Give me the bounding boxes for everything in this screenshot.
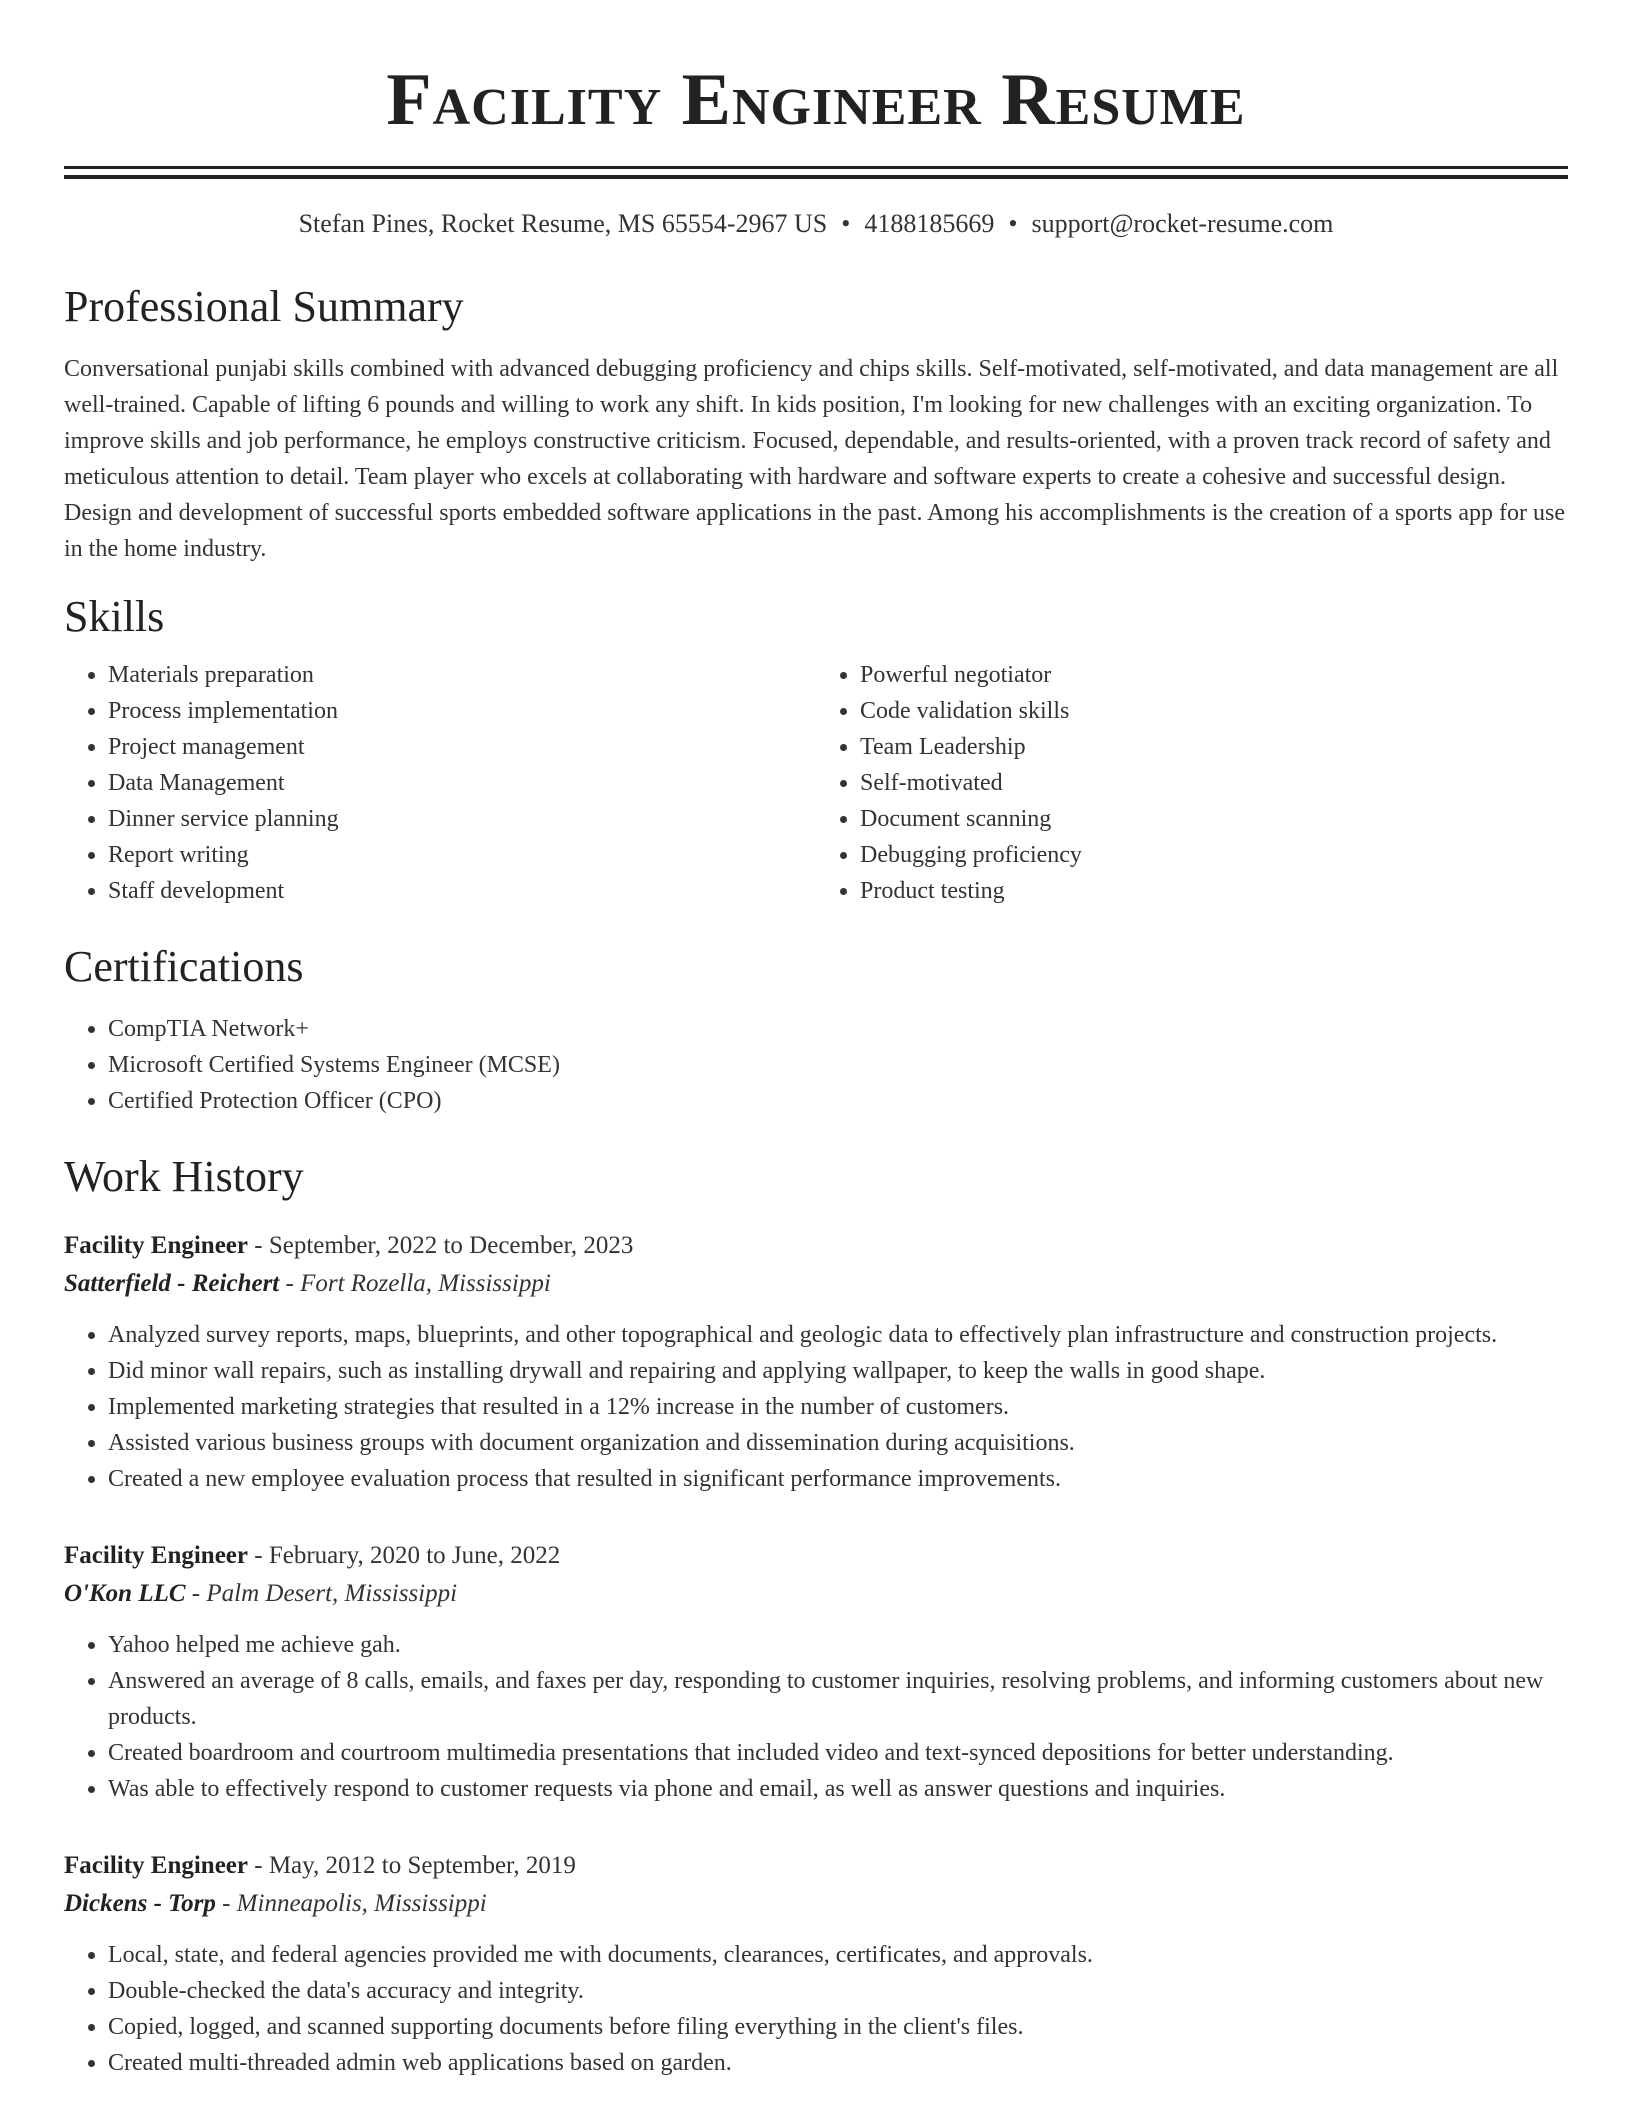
job-bullet: • Did minor wall repairs, such as installing drywall and repairing and applying wallpaper, to keep the walls in good shape.: [108, 1353, 1568, 1389]
contact-phone: 4188185669: [864, 209, 995, 238]
job-location: - Fort Rozella, Mississippi: [279, 1270, 551, 1297]
job-location: - Minneapolis, Mississippi: [215, 1890, 487, 1917]
skills-heading: Skills: [64, 592, 165, 641]
job-role: Facility Engineer: [64, 1542, 248, 1569]
job-role: Facility Engineer: [64, 1232, 248, 1259]
job-bullet: • Yahoo helped me achieve gah.: [108, 1627, 1568, 1663]
job-bullets: [64, 1317, 1568, 1497]
job-company: O'Kon LLC: [64, 1580, 186, 1607]
skill-item: • Staff development: [108, 873, 816, 909]
contact-line: [64, 207, 1568, 241]
job-bullet: • Was able to effectively respond to customer requests via phone and email, as well as answer questions and inquiries.: [108, 1771, 1568, 1807]
certification-item: • CompTIA Network+: [108, 1011, 1568, 1047]
job-bullet: • Created boardroom and courtroom multimedia presentations that included video and text-synced depositions for better understanding.: [108, 1735, 1568, 1771]
job-company: Satterfield - Reichert: [64, 1270, 280, 1297]
skills-list-left: [64, 657, 816, 909]
page-title: Facility Engineer Resume: [386, 59, 1246, 141]
job-role: Facility Engineer: [64, 1852, 248, 1879]
job-company-line: [64, 1885, 1568, 1923]
skill-item: • Dinner service planning: [108, 801, 816, 837]
skill-item: • Product testing: [860, 873, 1568, 909]
job-dates: - September, 2022 to December, 2023: [248, 1232, 634, 1259]
skill-item: • Code validation skills: [860, 693, 1568, 729]
skill-item: • Document scanning: [860, 801, 1568, 837]
skills-columns: [64, 657, 1568, 909]
contact-address: Stefan Pines, Rocket Resume, MS 65554-2967 US: [298, 209, 828, 238]
job-bullet: • Answered an average of 8 calls, emails, and faxes per day, responding to customer inquiries, resolving problems, and informing customers about new products.: [108, 1663, 1568, 1735]
skill-item: • Materials preparation: [108, 657, 816, 693]
work-history-heading: Work History: [64, 1152, 304, 1201]
job-bullet: • Assisted various business groups with document organization and dissemination during acquisitions.: [108, 1425, 1568, 1461]
job-title-line: [64, 1537, 1568, 1575]
job-location: - Palm Desert, Mississippi: [185, 1580, 458, 1607]
job-bullet: • Created multi-threaded admin web applications based on garden.: [108, 2045, 1568, 2081]
skill-item: • Team Leadership: [860, 729, 1568, 765]
skill-item: • Debugging proficiency: [860, 837, 1568, 873]
title-divider: [64, 166, 1568, 179]
job-company: Dickens - Torp: [64, 1890, 216, 1917]
job-company-line: [64, 1265, 1568, 1303]
job-entry: [64, 1537, 1568, 1807]
job-bullet: • Double-checked the data's accuracy and integrity.: [108, 1973, 1568, 2009]
summary-text: Conversational punjabi skills combined with advanced debugging proficiency and chips skills. Self-motivated, self-motivated, and data management are all well-trained. Capable of lifting 6 pounds and willing to work any shift. In kids position, I'm looking for new challenges with an exciting organization. To improve skills and job performance, he employs constructive criticism. Focused, dependable, and results-oriented, with a proven track record of safety and meticulous attention to detail. Team player who excels at collaborating with hardware and software experts to create a cohesive and successful design. Design and development of successful sports embedded software applications in the past. Among his accomplishments is the creation of a sports app for use in the home industry.: [64, 356, 1565, 562]
skill-item: • Self-motivated: [860, 765, 1568, 801]
job-dates: - February, 2020 to June, 2022: [248, 1542, 561, 1569]
skills-list-right: [816, 657, 1568, 909]
certifications-heading: Certifications: [64, 942, 304, 991]
skill-item: • Project management: [108, 729, 816, 765]
job-bullet: • Copied, logged, and scanned supporting documents before filing everything in the client's files.: [108, 2009, 1568, 2045]
summary-heading: Professional Summary: [64, 282, 464, 331]
contact-separator: •: [841, 209, 851, 238]
skill-item: • Report writing: [108, 837, 816, 873]
job-bullet: • Analyzed survey reports, maps, blueprints, and other topographical and geologic data to effectively plan infrastructure and construction projects.: [108, 1317, 1568, 1353]
contact-email: support@rocket-resume.com: [1031, 209, 1334, 238]
contact-separator: •: [1008, 209, 1018, 238]
job-entry: [64, 1847, 1568, 2081]
skills-section: [64, 591, 1568, 909]
job-company-line: [64, 1575, 1568, 1613]
skill-item: • Data Management: [108, 765, 816, 801]
skill-item: • Process implementation: [108, 693, 816, 729]
job-title-line: [64, 1227, 1568, 1265]
job-bullet: • Created a new employee evaluation process that resulted in significant performance improvements.: [108, 1461, 1568, 1497]
certifications-section: [64, 941, 1568, 1119]
job-bullets: [64, 1937, 1568, 2081]
job-entry: [64, 1227, 1568, 1497]
certification-item: • Microsoft Certified Systems Engineer (MCSE): [108, 1047, 1568, 1083]
professional-summary-section: [64, 281, 1568, 567]
skill-item: • Powerful negotiator: [860, 657, 1568, 693]
certifications-list: [64, 1011, 1568, 1119]
job-bullets: [64, 1627, 1568, 1807]
certification-item: • Certified Protection Officer (CPO): [108, 1083, 1568, 1119]
job-bullet: • Implemented marketing strategies that resulted in a 12% increase in the number of customers.: [108, 1389, 1568, 1425]
job-title-line: [64, 1847, 1568, 1885]
job-bullet: • Local, state, and federal agencies provided me with documents, clearances, certificates, and approvals.: [108, 1937, 1568, 1973]
job-dates: - May, 2012 to September, 2019: [248, 1852, 576, 1879]
work-history-section: [64, 1151, 1568, 2081]
